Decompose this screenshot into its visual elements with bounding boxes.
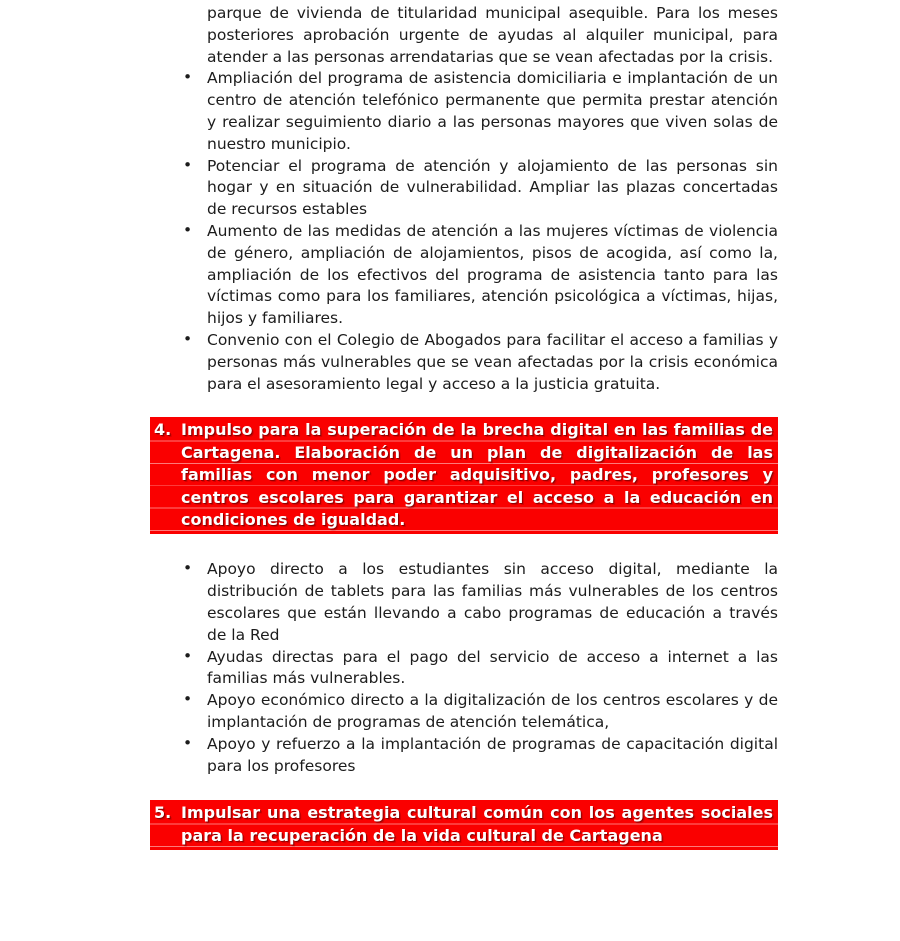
list-item-text: Aumento de las medidas de atención a las mujeres víctimas de violencia de género, ampliación de alojamientos, pisos de acogida, así como la, ampliación de los efectivos del programa de asistencia tanto para las víctimas como para los familiares, atención psicológica a víctimas, hijas, hijos y familiares.	[207, 221, 778, 328]
list-item	[150, 559, 778, 646]
bullet-list-social-measures	[150, 68, 778, 395]
bullet-icon: •	[183, 559, 193, 578]
bullet-icon: •	[183, 220, 193, 239]
bullet-icon: •	[183, 690, 193, 709]
bullet-icon: •	[183, 68, 193, 87]
bullet-list-digital-measures	[150, 559, 778, 777]
list-item	[150, 330, 778, 395]
list-item-text: Apoyo y refuerzo a la implantación de programas de capacitación digital para los profesores	[207, 734, 778, 775]
document-content	[150, 0, 778, 850]
bullet-icon: •	[183, 646, 193, 665]
heading-5-number: 5.	[154, 803, 172, 823]
heading-4-number: 4.	[154, 420, 172, 440]
bullet-icon: •	[183, 155, 193, 174]
list-item-text: Ayudas directas para el pago del servicio de acceso a internet a las familias más vulnerables.	[207, 647, 778, 688]
list-item	[150, 690, 778, 734]
list-item-text: Ampliación del programa de asistencia domiciliaria e implantación de un centro de atención telefónico permanente que permita prestar atención y realizar seguimiento diario a las personas mayores que viven solas de nuestro municipio.	[207, 69, 778, 153]
heading-5-text: Impulsar una estrategia cultural común con los agentes sociales para la recuperación de la vida cultural de Cartagena	[181, 803, 773, 845]
heading-4-banner	[150, 417, 778, 534]
list-item-text: Apoyo directo a los estudiantes sin acceso digital, mediante la distribución de tablets para las familias más vulnerables de los centros escolares que están llevando a cabo programas de educación a través de la Red	[207, 560, 778, 644]
list-item	[150, 68, 778, 155]
list-item-text: Potenciar el programa de atención y alojamiento de las personas sin hogar y en situación de vulnerabilidad. Ampliar las plazas concertadas de recursos estables	[207, 156, 778, 219]
bullet-icon: •	[183, 329, 193, 348]
list-item-text: Apoyo económico directo a la digitalización de los centros escolares y de implantación de programas de atención telemática,	[207, 691, 778, 731]
paragraph-continuation: parque de vivienda de titularidad municipal asequible. Para los meses posteriores aprobación urgente de ayudas al alquiler municipal, para atender a las personas arrendatarias que se vean afectadas por la crisis.	[207, 4, 778, 66]
list-item	[150, 647, 778, 691]
heading-5-banner	[150, 800, 778, 850]
list-item	[150, 734, 778, 778]
bullet-icon: •	[183, 733, 193, 752]
list-item	[150, 156, 778, 221]
heading-4-text: Impulso para la superación de la brecha digital en las familias de Cartagena. Elaboración de un plan de digitalización de las familias con menor poder adquisitivo, padres, profesores y centros escolares para garantizar el acceso a la educación en condiciones de igualdad.	[181, 420, 773, 529]
list-item-text: Convenio con el Colegio de Abogados para facilitar el acceso a familias y personas más vulnerables que se vean afectadas por la crisis económica para el asesoramiento legal y acceso a la justicia gratuita.	[207, 330, 778, 393]
list-item	[150, 221, 778, 330]
